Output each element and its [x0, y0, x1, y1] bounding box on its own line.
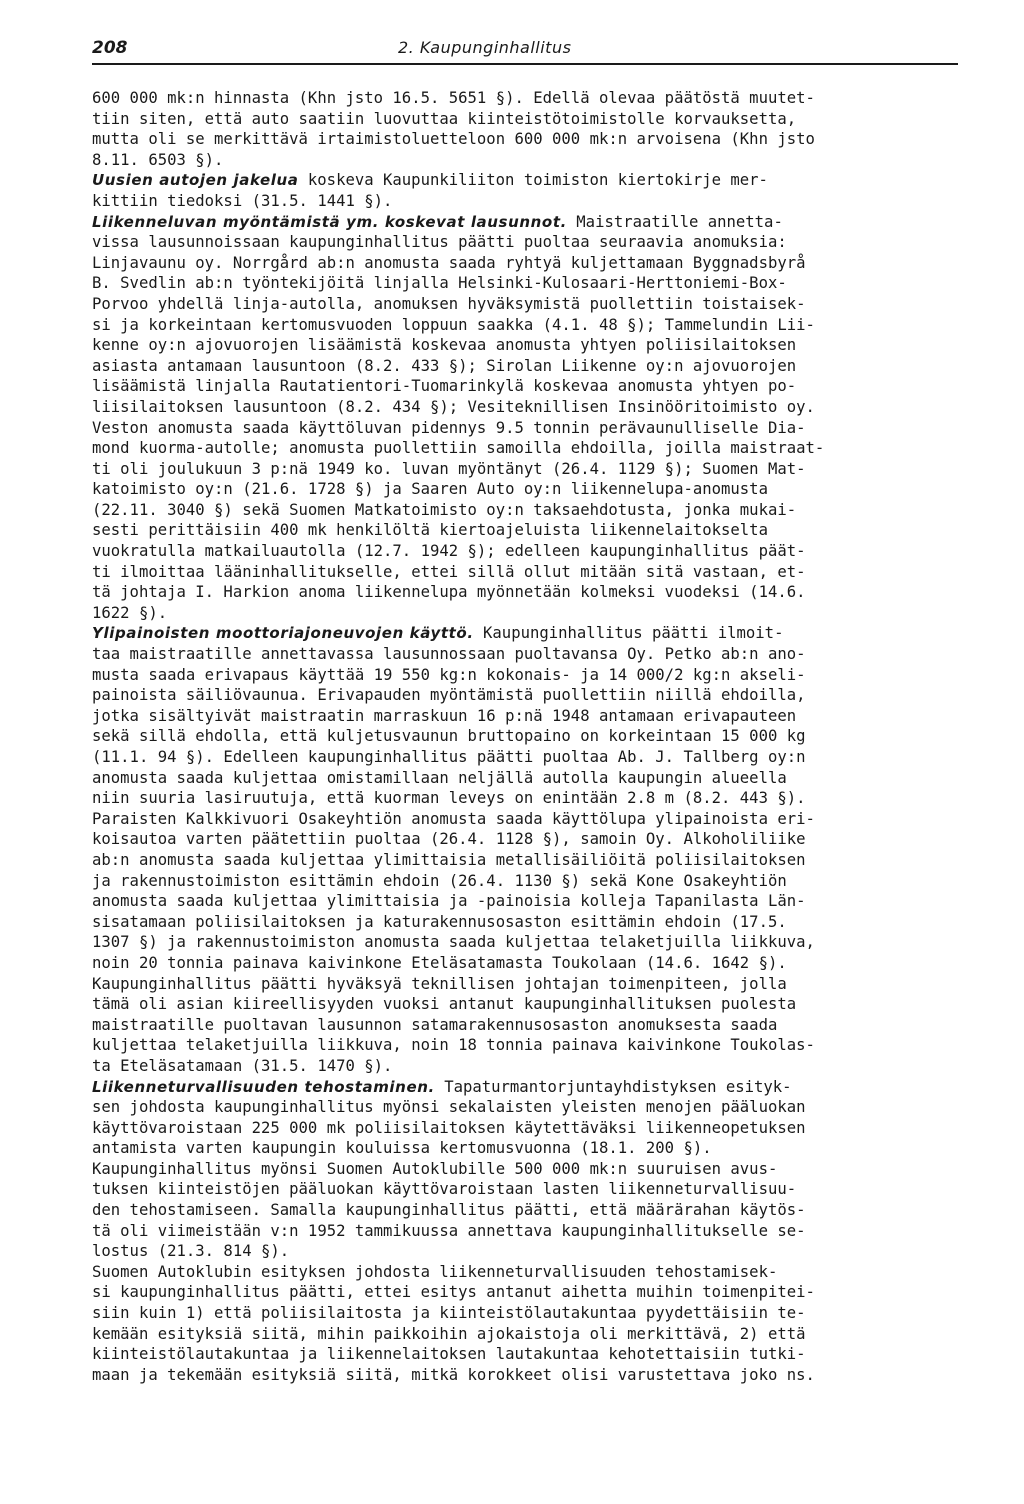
text-line [92, 500, 964, 521]
text-line [92, 871, 964, 892]
text-segment: (22.11. 3040 §) sekä Suomen Matkatoimisto oy:n taksaehdotusta, jonka mukai- [92, 500, 797, 519]
text-line [92, 1077, 964, 1098]
text-line [92, 706, 964, 727]
text-segment: anomusta saada kuljettaa ylimittaisia ja -painoisia kolleja Tapanilasta Län- [92, 892, 806, 911]
text-segment: 1307 §) ja rakennustoimiston anomusta saada kuljettaa telaketjuilla liikkuva, [92, 933, 815, 952]
text-line [92, 1015, 964, 1036]
text-segment: ja rakennustoimiston esittämin ehdoin (26.4. 1130 §) sekä Kone Osakeyhtiön [92, 871, 787, 890]
text-line [92, 603, 964, 624]
text-line [92, 912, 964, 933]
text-segment: liisilaitoksen lausuntoon (8.2. 434 §); Vesiteknillisen Insinööritoimisto oy. [92, 397, 815, 416]
text-line [92, 1200, 964, 1221]
text-line [92, 1118, 964, 1139]
text-line [92, 438, 964, 459]
text-segment: Veston anomusta saada käyttöluvan pidennys 9.5 tonnin perävaunulliselle Dia- [92, 418, 806, 437]
text-line [92, 953, 964, 974]
text-segment: tiin siten, että auto saatiin luovuttaa kiinteistötoimistolle korvauksetta, [92, 109, 797, 128]
text-segment: vuokratulla matkailuautolla (12.7. 1942 §); edelleen kaupunginhallitus päät- [92, 542, 806, 561]
text-segment: lostus (21.3. 814 §). [92, 1242, 290, 1261]
text-segment: tä oli viimeistään v:n 1952 tammikuussa annettava kaupunginhallitukselle se- [92, 1221, 806, 1240]
text-segment: si ja korkeintaan kertomusvuoden loppuun saakka (4.1. 48 §); Tammelundin Lii- [92, 315, 815, 334]
text-segment: anomusta saada kuljettaa omistamillaan neljällä autolla kaupungin alueella [92, 768, 787, 787]
text-segment: Porvoo yhdellä linja-autolla, anomuksen hyväksymistä puollettiin toistaisek- [92, 294, 806, 313]
text-line [92, 1221, 964, 1242]
section-heading: Uusien autojen jakelua [92, 171, 299, 190]
text-line [92, 1097, 964, 1118]
text-segment: (11.1. 94 §). Edelleen kaupunginhallitus päätti puoltaa Ab. J. Tallberg oy:n [92, 748, 806, 766]
text-line [92, 376, 964, 397]
text-segment: lisäämistä linjalla Rautatientori-Tuomarinkylä koskevaa anomusta yhtyen po- [92, 377, 797, 396]
text-line [92, 479, 964, 500]
text-line [92, 418, 964, 439]
text-line [92, 850, 964, 871]
text-line [92, 1179, 964, 1200]
text-line [92, 809, 964, 830]
text-line [92, 1324, 964, 1345]
text-line [92, 623, 964, 644]
text-line [92, 541, 964, 562]
text-line [92, 1035, 964, 1056]
text-line [92, 459, 964, 480]
text-segment: sisatamaan poliisilaitoksen ja katurakennusosaston esittämin ehdoin (17.5. [92, 912, 787, 931]
text-segment: maistraatille puoltavan lausunnon satamarakennusosaston anomuksesta saada [92, 1015, 778, 1034]
text-segment: musta saada erivapaus käyttää 19 550 kg:n kokonais- ja 14 000/2 kg:n akseli- [92, 665, 806, 684]
section-heading: Liikenneturvallisuuden tehostaminen. [92, 1077, 435, 1096]
text-segment: Maistraatille annetta- [566, 212, 783, 231]
text-line [92, 273, 964, 294]
text-segment: tämä oli asian kiireellisyyden vuoksi antanut kaupunginhallituksen puolesta [92, 995, 797, 1014]
text-line [92, 726, 964, 747]
text-line [92, 1365, 964, 1386]
text-segment: 600 000 mk:n hinnasta (Khn jsto 16.5. 5651 §). Edellä olevaa päätöstä muutet- [92, 89, 815, 107]
text-segment: sesti perittäisiin 400 mk henkilöltä kiertoajeluista liikennelaitokselta [92, 521, 768, 540]
text-segment: ti ilmoittaa lääninhallitukselle, ettei sillä ollut mitään sitä vastaan, et- [92, 562, 806, 581]
text-line [92, 768, 964, 789]
text-segment: koisautoa varten päätettiin puoltaa (26.4. 1128 §), samoin Oy. Alkoholiliike [92, 830, 806, 849]
text-line [92, 1344, 964, 1365]
text-segment: katoimisto oy:n (21.6. 1728 §) ja Saaren Auto oy:n liikennelupa-anomusta [92, 480, 768, 499]
page-number: 208 [92, 38, 128, 58]
text-segment: kenne oy:n ajovuorojen lisäämistä koskevaa anomusta yhtyen poliisilaitoksen [92, 336, 797, 355]
text-segment: 1622 §). [92, 603, 168, 622]
text-segment: taa maistraatille annettavassa lausunnossaan puoltavansa Oy. Petko ab:n ano- [92, 645, 806, 664]
text-segment: kuljettaa telaketjuilla liikkuva, noin 18 tonnia painava kaivinkone Toukolas- [92, 1036, 815, 1055]
text-line [92, 1282, 964, 1303]
text-segment: niin suuria lasiruutuja, että kuorman leveys on enintään 2.8 m (8.2. 443 §). [92, 789, 806, 808]
text-segment: mond kuorma-autolle; anomusta puollettiin samoilla ehdoilla, joilla maistraat- [92, 439, 825, 458]
text-line [92, 109, 964, 130]
text-segment: asiasta antamaan lausuntoon (8.2. 433 §); Sirolan Liikenne oy:n ajovuorojen [92, 356, 797, 375]
text-segment: ab:n anomusta saada kuljettaa ylimittaisia metallisäiliöitä poliisilaitoksen [92, 850, 806, 869]
text-line [92, 356, 964, 377]
running-title: 2. Kaupunginhallitus [398, 38, 572, 57]
text-line [92, 932, 964, 953]
text-segment: koskeva Kaupunkiliiton toimiston kiertokirje mer- [298, 171, 768, 190]
text-segment: siin kuin 1) että poliisilaitosta ja kiinteistölautakuntaa pyydettäisiin te- [92, 1304, 806, 1323]
text-line [92, 191, 964, 212]
text-line [92, 685, 964, 706]
text-line [92, 397, 964, 418]
text-segment: den tehostamiseen. Samalla kaupunginhallitus päätti, että määrärahan käytös- [92, 1201, 806, 1220]
text-line [92, 1159, 964, 1180]
text-line [92, 335, 964, 356]
text-segment: antamista varten kaupungin kouluissa kertomusvuonna (18.1. 200 §). [92, 1139, 712, 1158]
text-line [92, 562, 964, 583]
text-segment: kemään esityksiä siitä, mihin paikkoihin ajokaistoja oli merkittävä, 2) että [92, 1324, 806, 1343]
text-line [92, 974, 964, 995]
text-segment: mutta oli se merkittävä irtaimistoluetteloon 600 000 mk:n arvoisena (Khn jsto [92, 130, 815, 149]
text-line [92, 644, 964, 665]
text-segment: ta Eteläsatamaan (31.5. 1470 §). [92, 1056, 393, 1075]
text-segment: vissa lausunnoissaan kaupunginhallitus päätti puoltaa seuraavia anomuksia: [92, 233, 787, 252]
page-header [92, 36, 958, 64]
header-rule [92, 63, 958, 65]
text-line [92, 1138, 964, 1159]
text-segment: Linjavaunu oy. Norrgård ab:n anomusta saada ryhtyä kuljettamaan Byggnadsbyrå [92, 253, 806, 272]
section-heading: Liikenneluvan myöntämistä ym. koskevat lausunnot. [92, 212, 567, 231]
text-segment: si kaupunginhallitus päätti, ettei esitys antanut aihetta muihin toimenpitei- [92, 1283, 815, 1302]
text-line [92, 994, 964, 1015]
text-segment: jotka sisältyivät maistraatin marraskuun 16 p:nä 1948 antamaan erivapauteen [92, 706, 797, 725]
text-line [92, 788, 964, 809]
text-line [92, 232, 964, 253]
text-line [92, 129, 964, 150]
text-line [92, 891, 964, 912]
text-segment: sen johdosta kaupunginhallitus myönsi sekalaisten yleisten menojen pääluokan [92, 1098, 806, 1117]
text-segment: tä johtaja I. Harkion anoma liikennelupa myönnetään kolmeksi vuodeksi (14.6. [92, 583, 806, 602]
text-line [92, 315, 964, 336]
text-segment: Paraisten Kalkkivuori Osakeyhtiön anomusta saada käyttölupa ylipainoista eri- [92, 809, 815, 828]
text-segment: painoista säiliövaunua. Erivapauden myöntämistä puollettiin niillä ehdoilla, [92, 686, 806, 705]
text-segment: tuksen kiinteistöjen pääluokan käyttövaroistaan lasten liikenneturvallisuu- [92, 1180, 797, 1199]
text-line [92, 582, 964, 603]
section-heading: Ylipainoisten moottoriajoneuvojen käyttö. [92, 624, 474, 643]
text-line [92, 1262, 964, 1283]
text-line [92, 253, 964, 274]
text-line [92, 88, 964, 109]
text-line [92, 150, 964, 171]
text-segment: B. Svedlin ab:n työntekijöitä linjalla Helsinki-Kulosaari-Herttoniemi-Box- [92, 274, 787, 293]
text-line [92, 747, 964, 768]
text-line [92, 1303, 964, 1324]
text-segment: Kaupunginhallitus myönsi Suomen Autoklubille 500 000 mk:n suuruisen avus- [92, 1159, 778, 1178]
text-segment: ti oli joulukuun 3 p:nä 1949 ko. luvan myöntänyt (26.4. 1129 §); Suomen Mat- [92, 459, 806, 478]
text-segment: käyttövaroistaan 225 000 mk poliisilaitoksen käytettäväksi liikenneopetuksen [92, 1118, 806, 1137]
text-segment: maan ja tekemään esityksiä siitä, mitkä korokkeet olisi varustettava joko ns. [92, 1365, 815, 1384]
text-line [92, 212, 964, 233]
text-line [92, 829, 964, 850]
text-segment: kittiin tiedoksi (31.5. 1441 §). [92, 191, 393, 210]
text-segment: 8.11. 6503 §). [92, 150, 224, 169]
text-segment: Kaupunginhallitus päätti hyväksyä teknillisen johtajan toimenpiteen, jolla [92, 974, 787, 993]
text-line [92, 665, 964, 686]
text-line [92, 520, 964, 541]
text-segment: Tapaturmantorjuntayhdistyksen esityk- [434, 1077, 792, 1096]
text-segment: kiinteistölautakuntaa ja liikennelaitoksen lautakuntaa kehotettaisiin tutki- [92, 1345, 806, 1364]
text-line [92, 170, 964, 191]
text-segment: noin 20 tonnia painava kaivinkone Eteläsatamasta Toukolaan (14.6. 1642 §). [92, 953, 787, 972]
text-line [92, 1056, 964, 1077]
text-segment: sekä sillä ehdolla, että kuljetusvaunun bruttopaino on korkeintaan 15 000 kg [92, 727, 806, 746]
text-segment: Suomen Autoklubin esityksen johdosta liikenneturvallisuuden tehostamisek- [92, 1262, 778, 1281]
document-body [92, 88, 964, 1385]
text-segment: Kaupunginhallitus päätti ilmoit- [473, 624, 784, 643]
text-line [92, 1241, 964, 1262]
text-line [92, 294, 964, 315]
